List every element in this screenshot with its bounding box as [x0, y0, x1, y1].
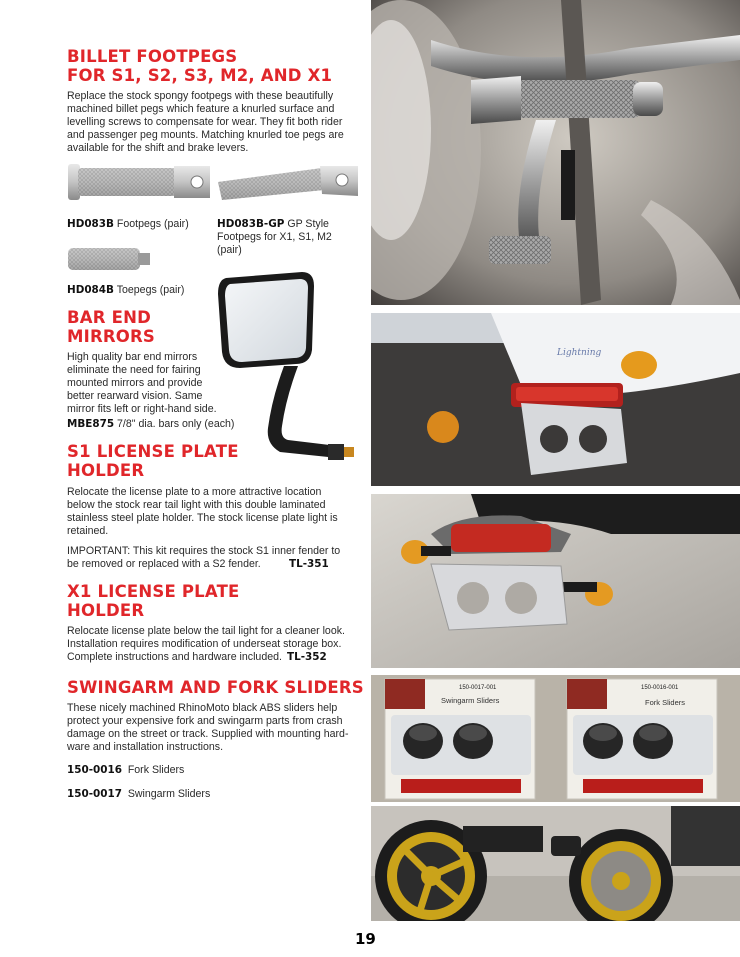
item-hd084b: [67, 284, 184, 297]
text-line: damage on the street or track. Supplied with mounting hard-: [67, 728, 349, 741]
footpegs-description: [67, 90, 357, 155]
photo-x1-license-holder: [371, 494, 740, 668]
footpeg-hd083b-image: [64, 158, 214, 206]
pack-right-code: 150-0016-001: [641, 685, 679, 691]
page-number: 19: [355, 930, 376, 948]
pack-right-header: Fork Sliders: [645, 698, 686, 707]
item-description: Fork Sliders: [127, 764, 185, 776]
s1-license-title: [67, 442, 239, 480]
item-description: Toepegs (pair): [116, 284, 185, 296]
item-description: Swingarm Sliders: [127, 788, 211, 800]
footpegs-title: [67, 47, 332, 85]
text-line: eliminate the need for fairing: [67, 364, 201, 377]
s1-license-title-line2: HOLDER: [67, 461, 145, 480]
item-description: Footpegs for X1, S1, M2: [217, 231, 332, 243]
text-line: Complete instructions and hardware included.: [67, 651, 282, 664]
item-description: Footpegs (pair): [116, 218, 189, 230]
text-line: ware and installation instructions.: [67, 741, 224, 754]
item-code: MBE875: [67, 418, 115, 430]
text-line: IMPORTANT: This kit requires the stock S1 inner fender to: [67, 545, 341, 557]
text-line: These nicely machined RhinoMoto black ABS sliders help: [67, 702, 338, 714]
photo-footpeg-installed: [371, 0, 740, 305]
item-description: GP Style: [287, 218, 329, 230]
item-code: 150-0016: [67, 764, 122, 776]
text-line: retained.: [67, 525, 109, 538]
toepeg-image: [66, 244, 156, 274]
x1-license-title-line1: X1 LICENSE PLATE: [67, 582, 240, 601]
mirrors-title-line2: MIRRORS: [67, 327, 155, 346]
text-line: Relocate the license plate to a more attractive location: [67, 486, 322, 498]
x1-license-title-line2: HOLDER: [67, 601, 145, 620]
footpeg-hd083b-gp-image: [214, 160, 364, 208]
item-code: HD084B: [67, 284, 114, 296]
item-code-tl352: TL-352: [287, 651, 327, 663]
mirrors-title-line1: BAR END: [67, 308, 151, 327]
text-line: protect your expensive fork and swingarm parts from crash: [67, 715, 343, 728]
bar-end-mirror-image: [210, 268, 360, 470]
photo-s1-license-holder: [371, 313, 740, 486]
text-line: stainless steel plate holder. The stock license plate light is: [67, 512, 338, 525]
text-line: Installation requires modification of underseat storage box.: [67, 638, 342, 651]
text-line: better rearward vision. Same: [67, 390, 203, 403]
text-line: Relocate license plate below the tail light for a cleaner look.: [67, 625, 345, 637]
s1-license-description: [67, 486, 357, 538]
text-line: mirror fits left or right-hand side.: [67, 403, 217, 416]
sliders-title: [67, 678, 364, 697]
item-code: 150-0017: [67, 788, 122, 800]
text-line: available for the shift and brake levers.: [67, 142, 249, 155]
text-line: levelling screws to compensate for wear. They fit both rider: [67, 116, 343, 129]
pack-left-code: 150-0017-001: [459, 685, 497, 691]
item-hd083b: [67, 218, 189, 231]
sliders-description: [67, 702, 367, 754]
item-description: (pair): [217, 244, 242, 256]
item-description: 7/8" dia. bars only (each): [117, 418, 235, 430]
item-hd083b-gp: [217, 218, 357, 257]
sliders-title-text: SWINGARM AND FORK SLIDERS: [67, 678, 364, 697]
item-code: HD083B: [67, 218, 114, 230]
footpegs-title-line1: BILLET FOOTPEGS: [67, 47, 238, 66]
text-line: High quality bar end mirrors: [67, 351, 198, 363]
photo-slider-packages: [371, 675, 740, 802]
footpegs-title-line2: FOR S1, S2, S3, M2, AND X1: [67, 66, 333, 85]
tail-script-text: Lightning: [557, 348, 602, 358]
item-code-tl351: TL-351: [289, 558, 329, 570]
photo-sliders-installed: [371, 806, 740, 921]
text-line: Replace the stock spongy footpegs with these beautifully: [67, 90, 334, 102]
x1-license-title: [67, 582, 240, 620]
s1-license-title-line1: S1 LICENSE PLATE: [67, 442, 239, 461]
item-150-0016: [67, 764, 184, 777]
pack-left-header: Swingarm Sliders: [441, 696, 500, 705]
item-150-0017: [67, 788, 210, 801]
text-line: mounted mirrors and provide: [67, 377, 203, 390]
text-line: machined billet pegs which feature a knurled surface and: [67, 103, 335, 116]
item-code: HD083B-GP: [217, 218, 285, 230]
mirrors-title: [67, 308, 155, 346]
text-line: and passenger peg mounts. Matching knurled toe pegs are: [67, 129, 344, 142]
text-line: below the stock rear tail light with this double laminated: [67, 499, 326, 512]
text-line: be removed or replaced with a S2 fender.: [67, 558, 261, 571]
